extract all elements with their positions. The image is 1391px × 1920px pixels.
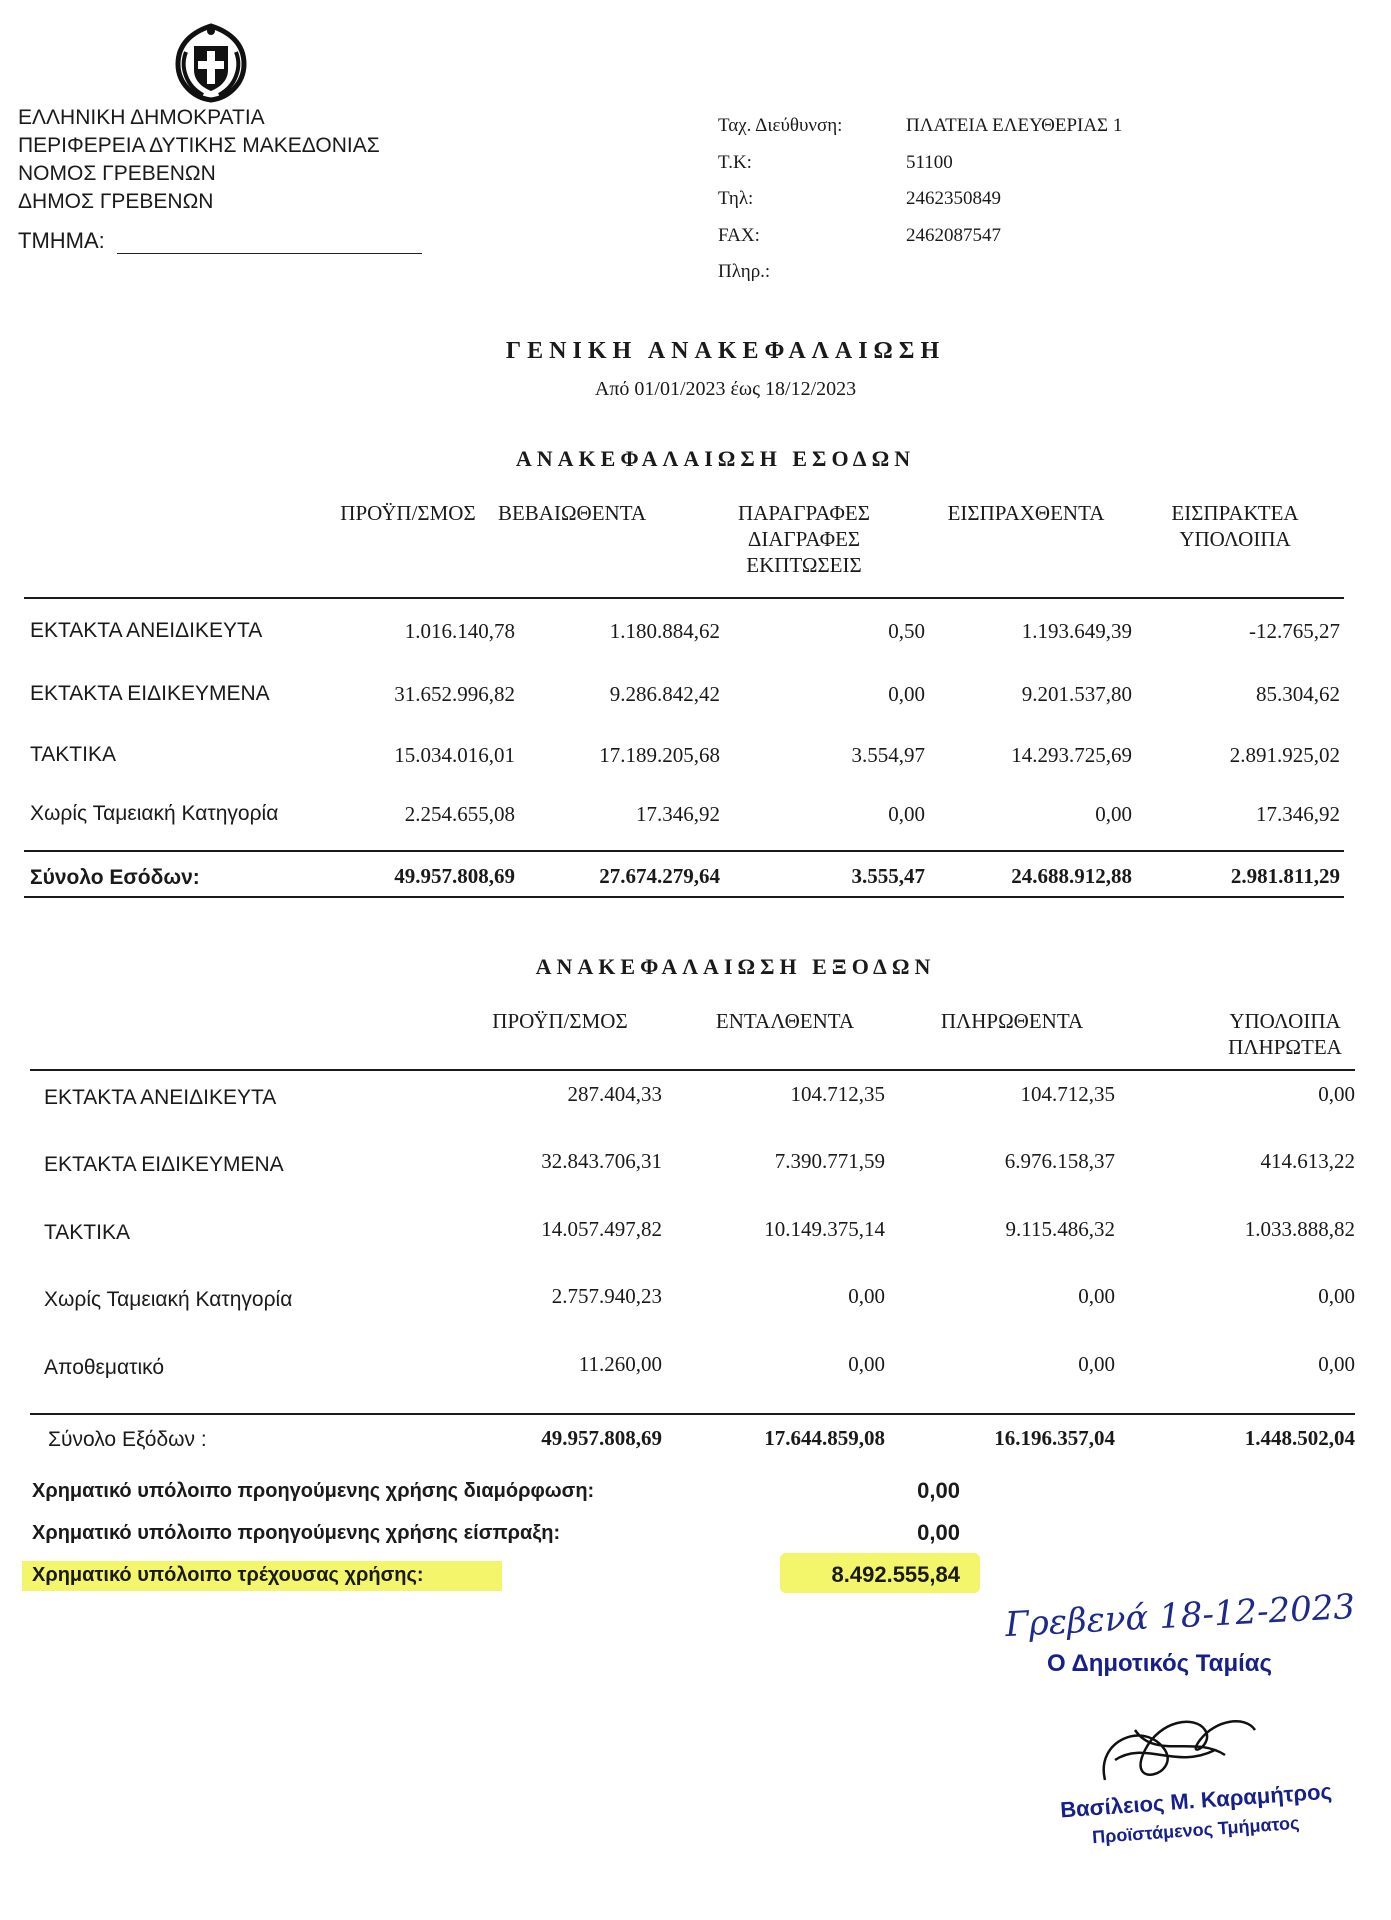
table-cell: 0,00 — [1078, 1284, 1115, 1308]
row-label: ΕΚΤΑΚΤΑ ΕΙΔΙΚΕΥΜΕΝΑ — [30, 682, 270, 705]
table-cell: 9.286.842,42 — [609, 682, 720, 706]
table-cell: 0,00 — [888, 802, 925, 826]
department-blank-line — [117, 235, 422, 254]
contact-value: 2462350849 — [906, 188, 1001, 209]
summary-value: 0,00 — [917, 1478, 960, 1503]
contact-label: Πληρ.: — [718, 261, 771, 282]
table-cell: 32.843.706,31 — [541, 1149, 662, 1173]
table-cell: 2.757.940,23 — [551, 1284, 662, 1308]
contact-label: Τ.Κ: — [718, 151, 752, 173]
table-cell: 0,00 — [1078, 1352, 1115, 1376]
table-cell: 9.201.537,80 — [1021, 682, 1132, 706]
table-cell: 287.404,33 — [567, 1082, 662, 1106]
stamp-name: Βασίλειος Μ. Καραμήτρος — [1059, 1778, 1333, 1823]
table-rule — [30, 1069, 1355, 1071]
stamp-title: Προϊστάμενος Τμήματος — [1091, 1812, 1301, 1848]
table-cell: 31.652.996,82 — [394, 682, 515, 706]
column-header: ΒΕΒΑΙΩΘΕΝΤΑ — [497, 501, 647, 525]
department-field — [18, 228, 422, 254]
table-rule — [24, 597, 1344, 599]
column-header: ΥΠΟΛΟΙΠΑ ΠΛΗΡΩΤΕΑ — [1228, 1009, 1342, 1059]
table-cell: 0,00 — [1318, 1082, 1355, 1106]
table-cell: 1.180.884,62 — [609, 619, 720, 643]
table-cell: 0,00 — [848, 1284, 885, 1308]
handwritten-place-date: Γρεβενά 18-12-2023 — [1004, 1586, 1357, 1646]
signature-role: Ο Δημοτικός Ταμίας — [1047, 1650, 1273, 1677]
table-cell: 9.115.486,32 — [1005, 1217, 1115, 1241]
contact-value: ΠΛΑΤΕΙΑ ΕΛΕΥΘΕΡΙΑΣ 1 — [906, 115, 1123, 136]
table-cell: 0,00 — [1095, 802, 1132, 826]
table-cell: 11.260,00 — [578, 1352, 662, 1376]
income-section-title: ΑΝΑΚΕΦΑΛΑΙΩΣΗ ΕΣΟΔΩΝ — [515, 446, 916, 471]
table-cell: 1.193.649,39 — [1021, 619, 1132, 643]
column-header: ΕΙΣΠΡΑΚΤΕΑ ΥΠΟΛΟΙΠΑ — [1171, 501, 1299, 551]
issuer-line: ΕΛΛΗΝΙΚΗ ΔΗΜΟΚΡΑΤΙΑ — [18, 106, 265, 129]
summary-label: Χρηματικό υπόλοιπο τρέχουσας χρήσης: — [32, 1564, 424, 1586]
table-cell: 17.346,92 — [636, 802, 720, 826]
table-cell: 1.016.140,78 — [404, 619, 515, 643]
table-cell: 17.346,92 — [1256, 802, 1340, 826]
summary-label: Χρηματικό υπόλοιπο προηγούμενης χρήσης είσπραξη: — [32, 1522, 561, 1544]
row-label: ΤΑΚΤΙΚΑ — [30, 743, 116, 766]
column-header: ΠΑΡΑΓΡΑΦΕΣ ΔΙΑΓΡΑΦΕΣ ΕΚΠΤΩΣΕΙΣ — [738, 501, 870, 577]
contact-label: Τηλ: — [718, 188, 754, 209]
total-cell: 27.674.279,64 — [599, 864, 720, 888]
total-cell: 49.957.808,69 — [541, 1426, 662, 1450]
issuer-line: ΝΟΜΟΣ ΓΡΕΒΕΝΩΝ — [18, 162, 216, 185]
table-cell: -12.765,27 — [1249, 619, 1340, 643]
table-cell: 15.034.016,01 — [394, 743, 515, 767]
table-cell: 10.149.375,14 — [764, 1217, 885, 1241]
issuer-line: ΔΗΜΟΣ ΓΡΕΒΕΝΩΝ — [18, 190, 214, 213]
contact-value: 2462087547 — [906, 224, 1001, 246]
row-label: Χωρίς Ταμειακή Κατηγορία — [44, 1288, 293, 1311]
column-header: ΠΡΟΫΠ/ΣΜΟΣ — [340, 501, 476, 525]
row-label: Αποθεματικό — [44, 1356, 165, 1379]
total-cell: 24.688.912,88 — [1011, 864, 1132, 888]
table-cell: 7.390.771,59 — [774, 1149, 885, 1173]
total-cell: 49.957.808,69 — [394, 864, 515, 888]
column-header: ΕΝΤΑΛΘΕΝΤΑ — [715, 1009, 855, 1033]
table-cell: 104.712,35 — [1020, 1082, 1115, 1106]
table-cell: 0,50 — [888, 619, 925, 643]
contact-block — [718, 108, 1122, 291]
table-cell: 0,00 — [1318, 1352, 1355, 1376]
contact-label: Ταχ. Διεύθυνση: — [718, 115, 843, 136]
total-cell: 3.555,47 — [851, 864, 925, 888]
total-cell: 1.448.502,04 — [1244, 1426, 1355, 1450]
row-label: Χωρίς Ταμειακή Κατηγορία — [30, 802, 279, 825]
table-rule — [24, 850, 1344, 852]
table-cell: 0,00 — [1318, 1284, 1355, 1308]
table-rule — [30, 1413, 1355, 1415]
summary-value: 0,00 — [917, 1520, 960, 1545]
table-cell: 14.293.725,69 — [1011, 743, 1132, 767]
column-header: ΠΛΗΡΩΘΕΝΤΑ — [940, 1009, 1084, 1033]
total-cell: 2.981.811,29 — [1230, 864, 1340, 888]
summary-value: 8.492.555,84 — [831, 1562, 960, 1587]
total-label: Σύνολο Εσόδων: — [30, 866, 200, 889]
table-cell: 6.976.158,37 — [1004, 1149, 1115, 1173]
table-cell: 85.304,62 — [1256, 682, 1340, 706]
column-header: ΠΡΟΫΠ/ΣΜΟΣ — [492, 1009, 628, 1033]
expenses-section-title: ΑΝΑΚΕΦΑΛΑΙΩΣΗ ΕΞΟΔΩΝ — [535, 954, 936, 979]
table-cell: 1.033.888,82 — [1244, 1217, 1355, 1241]
document-title: ΓΕΝΙΚΗ ΑΝΑΚΕΦΑΛΑΙΩΣΗ — [505, 338, 946, 364]
table-cell: 414.613,22 — [1260, 1149, 1355, 1173]
row-label: ΕΚΤΑΚΤΑ ΑΝΕΙΔΙΚΕΥΤΑ — [44, 1086, 277, 1109]
table-cell: 2.891.925,02 — [1229, 743, 1340, 767]
total-label: Σύνολο Εξόδων : — [48, 1428, 207, 1451]
row-label: ΕΚΤΑΚΤΑ ΑΝΕΙΔΙΚΕΥΤΑ — [30, 619, 263, 642]
row-label: ΕΚΤΑΚΤΑ ΕΙΔΙΚΕΥΜΕΝΑ — [44, 1153, 284, 1176]
coat-of-arms-icon — [170, 22, 252, 104]
total-cell: 16.196.357,04 — [994, 1426, 1115, 1450]
table-cell: 2.254.655,08 — [404, 802, 515, 826]
table-cell: 0,00 — [888, 682, 925, 706]
table-cell: 104.712,35 — [790, 1082, 885, 1106]
row-label: ΤΑΚΤΙΚΑ — [44, 1221, 130, 1244]
contact-value: 51100 — [906, 151, 953, 173]
summary-label: Χρηματικό υπόλοιπο προηγούμενης χρήσης διαμόρφωση: — [32, 1480, 595, 1502]
contact-label: FAX: — [718, 224, 760, 246]
issuer-line: ΠΕΡΙΦΕΡΕΙΑ ΔΥΤΙΚΗΣ ΜΑΚΕΔΟΝΙΑΣ — [18, 134, 380, 157]
column-header: ΕΙΣΠΡΑΧΘΕΝΤΑ — [947, 501, 1105, 525]
period-text: Από 01/01/2023 έως 18/12/2023 — [594, 378, 857, 400]
issuer-block — [18, 104, 380, 216]
total-cell: 17.644.859,08 — [764, 1426, 885, 1450]
table-cell: 14.057.497,82 — [541, 1217, 662, 1241]
table-cell: 3.554,97 — [851, 743, 925, 767]
table-rule — [24, 896, 1344, 898]
department-label: ΤΜΗΜΑ: — [18, 228, 105, 253]
table-cell: 17.189.205,68 — [599, 743, 720, 767]
table-cell: 0,00 — [848, 1352, 885, 1376]
